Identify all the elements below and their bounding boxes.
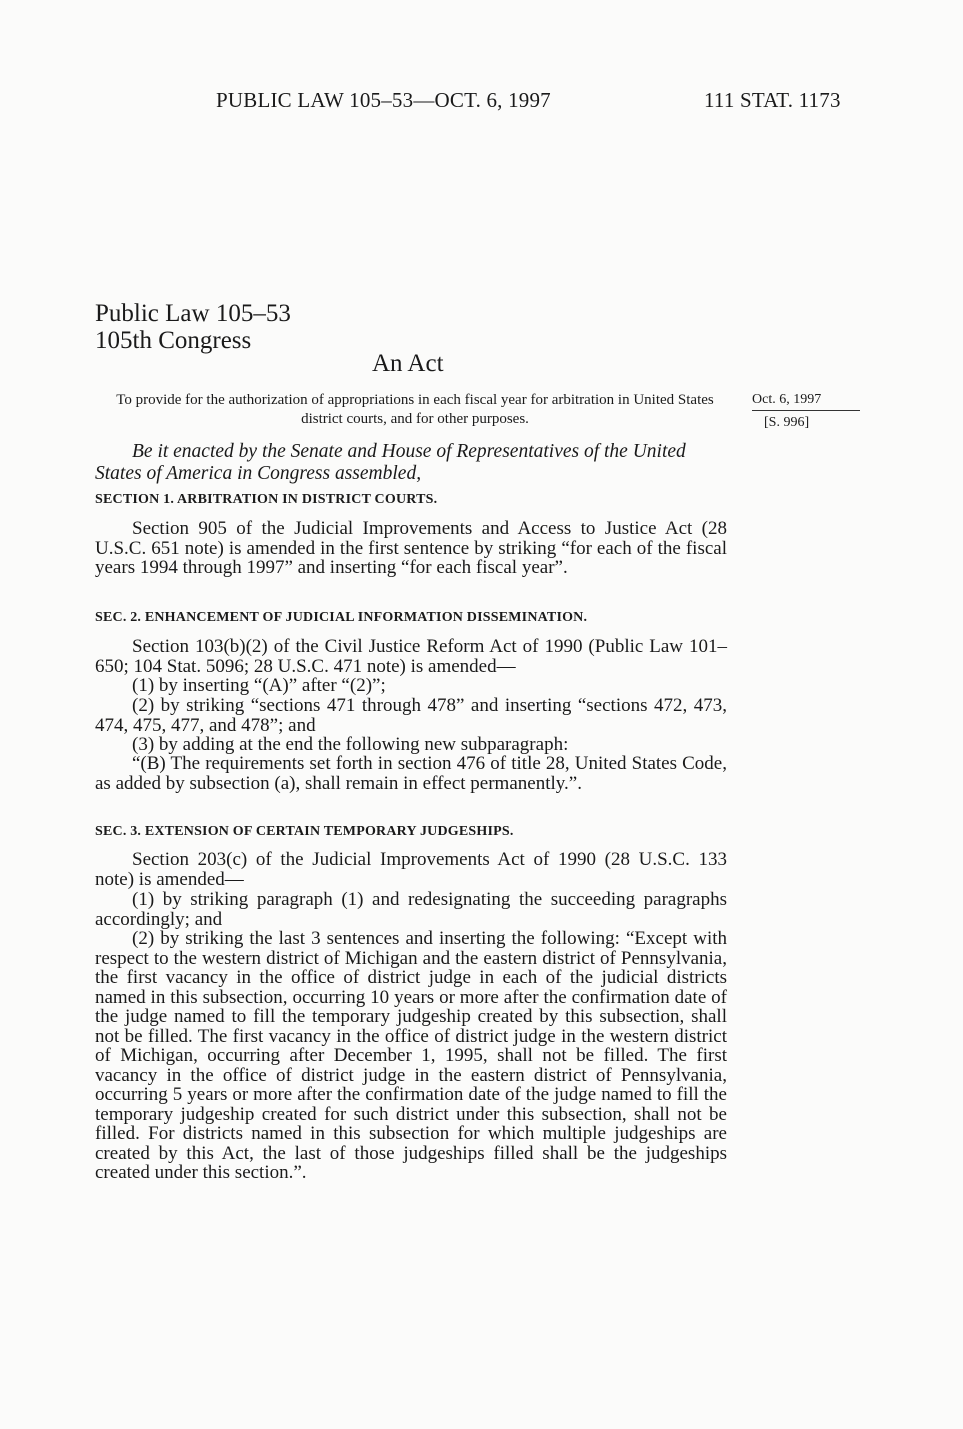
law-number: Public Law 105–53 — [95, 300, 291, 327]
section-2-quoted-text: “(B) The requirements set forth in section 476 of title 28, United States Code, as added by subsection (a), shall remain in effect permanently.”. — [95, 753, 727, 794]
margin-note — [752, 390, 860, 432]
section-2-heading: SEC. 2. ENHANCEMENT OF JUDICIAL INFORMATION DISSEMINATION. — [95, 610, 588, 625]
margin-bill-number: [S. 996] — [764, 415, 810, 430]
margin-rule — [752, 410, 860, 411]
section-1-text: Section 905 of the Judicial Improvements and Access to Justice Act (28 U.S.C. 651 note) is amended in the first sentence by striking “for each of the fiscal years 1994 through 1997” and inserting “for each fiscal year”. — [95, 518, 727, 578]
section-2-item-1: (1) by inserting “(A)” after “(2)”; — [132, 675, 386, 696]
purpose-clause: To provide for the authorization of appropriations in each fiscal year for arbitration in United States district courts, and for other purposes. — [116, 392, 714, 427]
section-2-item-3: (3) by adding at the end the following new subparagraph: — [132, 734, 569, 755]
congress-label: 105th Congress — [95, 327, 252, 354]
act-title: An Act — [372, 350, 444, 377]
section-3-item-1: (1) by striking paragraph (1) and redesignating the succeeding paragraphs accordingly; and — [95, 889, 727, 930]
running-head-left: PUBLIC LAW 105–53—OCT. 6, 1997 — [216, 88, 551, 112]
running-head-right: 111 STAT. 1173 — [704, 88, 841, 112]
section-2-text: Section 103(b)(2) of the Civil Justice Reform Act of 1990 (Public Law 101–650; 104 Stat. 5096; 28 U.S.C. 471 note) is amended— — [95, 636, 727, 677]
section-2-item-2: (2) by striking “sections 471 through 478” and inserting “sections 472, 473, 474, 475, 477, and 478”; and — [95, 695, 727, 736]
enacting-clause: Be it enacted by the Senate and House of Representatives of the United States of America in Congress assembled, — [95, 441, 686, 484]
section-3-heading: SEC. 3. EXTENSION OF CERTAIN TEMPORARY JUDGESHIPS. — [95, 824, 514, 839]
section-3-text: Section 203(c) of the Judicial Improvements Act of 1990 (28 U.S.C. 133 note) is amended— — [95, 849, 727, 890]
section-3-item-2: (2) by striking the last 3 sentences and inserting the following: “Except with respect to the western district of Michigan and the eastern district of Pennsylvania, the first vacancy in the office of district judge in each of the judicial districts named in this subsection, occurring 10 years or more after the confirmation date of the judge named to fill the temporary judgeship created by this subsection, shall not be filled. The first vacancy in the office of district judge in the western district of Michigan, occurring after December 1, 1995, shall not be filled. The first vacancy in the office of district judge in the eastern district of Pennsylvania, occurring 5 years or more after the confirmation date of the judge named to fill the temporary judgeship created for such district under this subsection, shall not be filled. For districts named in this subsection for which multiple judgeships are created by this Act, the last of those judgeships filled shall be the judgeships created under this section.”. — [95, 928, 727, 1183]
margin-date: Oct. 6, 1997 — [752, 392, 822, 407]
section-1-heading: SECTION 1. ARBITRATION IN DISTRICT COURTS. — [95, 492, 438, 507]
